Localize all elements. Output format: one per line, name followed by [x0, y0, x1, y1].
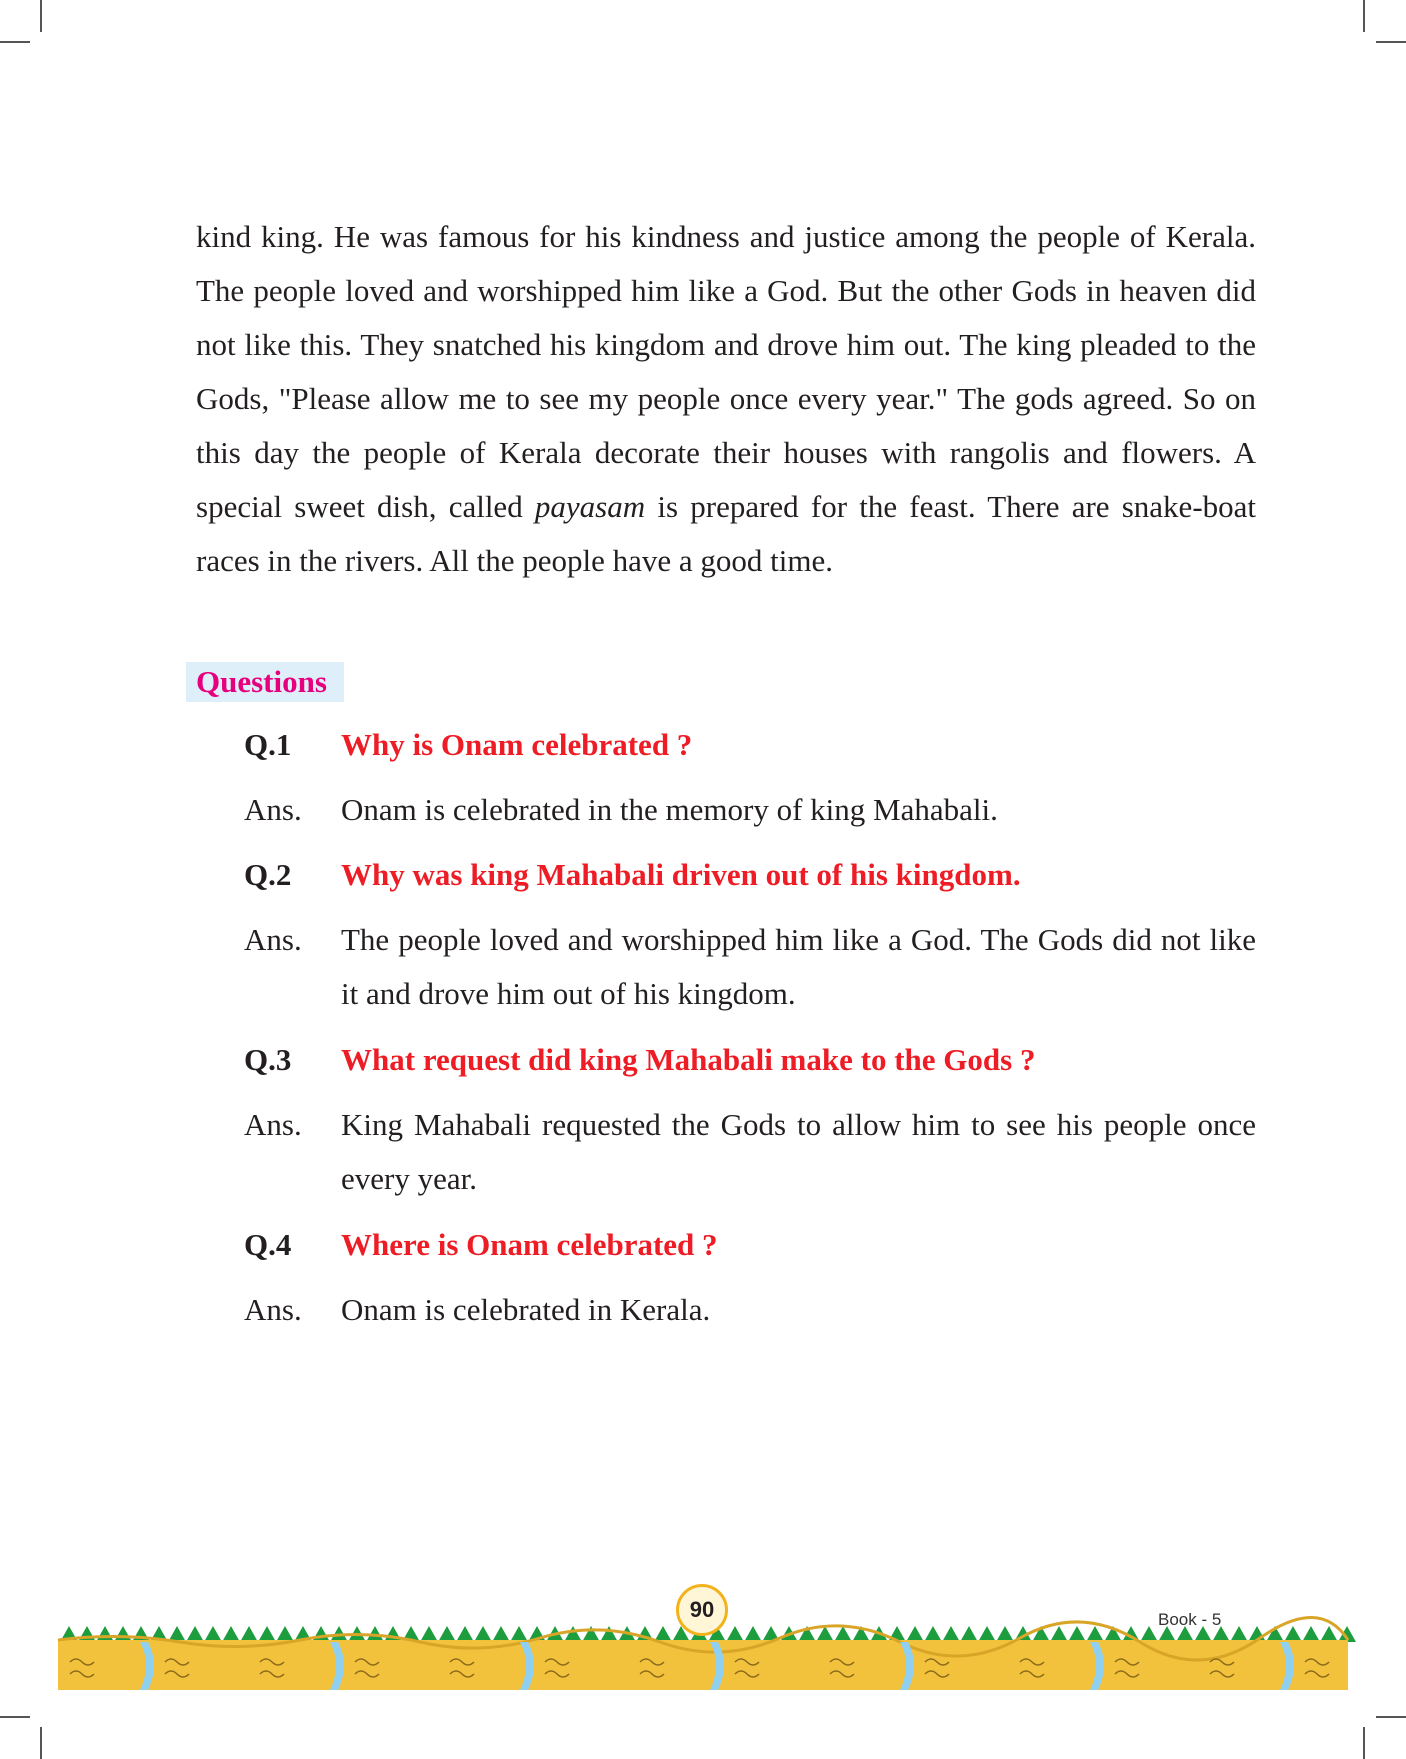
tree-shape	[564, 1626, 582, 1642]
crop-mark	[40, 0, 42, 32]
answer-1	[244, 783, 1256, 837]
question-text: Where is Onam celebrated ?	[341, 1227, 718, 1262]
page-number-badge: 90	[676, 1584, 728, 1636]
tree-shape	[186, 1626, 204, 1642]
question-2	[244, 848, 1256, 902]
answer-2	[244, 913, 1256, 1021]
tree-shape	[978, 1626, 996, 1642]
tree-shape	[420, 1626, 438, 1642]
tree-shape	[924, 1626, 942, 1642]
tree-shape	[240, 1626, 258, 1642]
tree-shape	[456, 1626, 474, 1642]
answer-label: Ans.	[244, 922, 302, 957]
question-1	[244, 718, 1256, 772]
answer-3	[244, 1098, 1256, 1206]
crop-mark	[1376, 41, 1406, 43]
tree-shape	[960, 1626, 978, 1642]
tree-shape	[492, 1626, 510, 1642]
tree-shape	[1320, 1626, 1338, 1642]
question-label: Q.1	[244, 727, 292, 762]
question-text: Why is Onam celebrated ?	[341, 727, 693, 762]
tree-shape	[726, 1626, 744, 1642]
tree-shape	[312, 1626, 330, 1642]
tree-shape	[258, 1626, 276, 1642]
tree-shape	[582, 1626, 600, 1642]
passage-paragraph: kind king. He was famous for his kindness and justice among the people of Kerala. The people loved and worshipped him like a God. But the other Gods in heaven did not like this. They snatched his kingdom and drove him out. The king pleaded to the Gods, "Please allow me to see my people once every year." The gods agreed. So on this day the people of Kerala decorate their houses with rangolis and flowers. A special sweet dish, called payasam is prepared for the feast. There are snake-boat races in the rivers. All the people have a good time.	[196, 219, 1257, 578]
answer-label: Ans.	[244, 1292, 302, 1327]
questions-heading: Questions	[186, 662, 344, 702]
question-label: Q.2	[244, 857, 292, 892]
tree-shape	[384, 1626, 402, 1642]
tree-shape	[222, 1626, 240, 1642]
tree-shape	[1086, 1626, 1104, 1642]
tree-shape	[834, 1626, 852, 1642]
answer-text: Onam is celebrated in the memory of king Mahabali.	[341, 792, 998, 827]
question-label: Q.3	[244, 1042, 292, 1077]
tree-shape	[114, 1626, 132, 1642]
tree-shape	[438, 1626, 456, 1642]
answer-text: King Mahabali requested the Gods to allow him to see his people once every year.	[341, 1107, 1256, 1196]
question-text: What request did king Mahabali make to the Gods ?	[341, 1042, 1036, 1077]
crop-mark	[1363, 0, 1365, 32]
tree-shape	[1140, 1626, 1158, 1642]
question-4	[244, 1218, 1256, 1272]
crop-mark	[40, 1727, 42, 1759]
answer-text: The people loved and worshipped him like a God. The Gods did not like it and drove him out of his kingdom.	[341, 922, 1256, 1011]
answer-label: Ans.	[244, 792, 302, 827]
answer-4	[244, 1283, 1256, 1337]
question-3	[244, 1033, 1256, 1087]
tree-shape	[204, 1626, 222, 1642]
answer-text: Onam is celebrated in Kerala.	[341, 1292, 711, 1327]
question-label: Q.4	[244, 1227, 292, 1262]
story-passage	[196, 210, 1256, 588]
tree-shape	[600, 1626, 618, 1642]
tree-shape	[744, 1626, 762, 1642]
tree-shape	[276, 1626, 294, 1642]
tree-shape	[96, 1626, 114, 1642]
answer-label: Ans.	[244, 1107, 302, 1142]
tree-shape	[132, 1626, 150, 1642]
tree-shape	[996, 1626, 1014, 1642]
tree-shape	[1050, 1626, 1068, 1642]
crop-mark	[0, 41, 30, 43]
tree-shape	[1068, 1626, 1086, 1642]
tree-shape	[906, 1626, 924, 1642]
tree-shape	[474, 1626, 492, 1642]
tree-shape	[942, 1626, 960, 1642]
tree-shape	[1284, 1626, 1302, 1642]
question-text: Why was king Mahabali driven out of his kingdom.	[341, 857, 1021, 892]
tree-shape	[78, 1626, 96, 1642]
tree-shape	[510, 1626, 528, 1642]
crop-mark	[1376, 1716, 1406, 1718]
italic-term: payasam	[534, 489, 646, 524]
tree-shape	[1302, 1626, 1320, 1642]
tree-shape	[1230, 1626, 1248, 1642]
crop-mark	[1363, 1727, 1365, 1759]
book-label: Book - 5	[1158, 1610, 1222, 1629]
crop-mark	[0, 1716, 30, 1718]
